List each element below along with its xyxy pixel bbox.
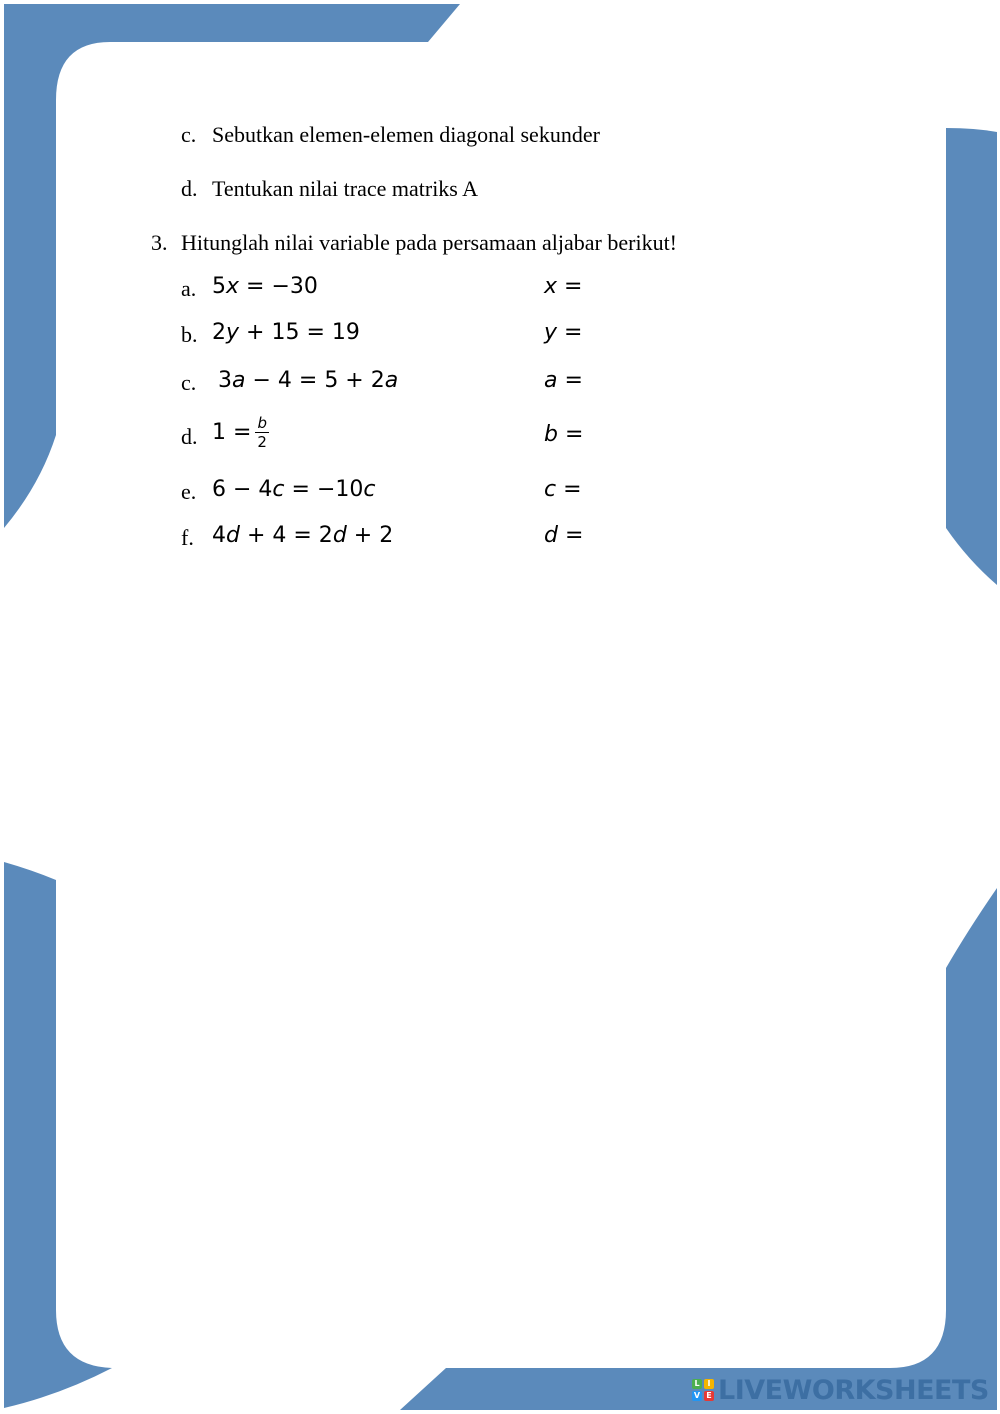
equation-left: 1 = (212, 420, 252, 445)
liveworksheets-brand (692, 1374, 989, 1406)
item-label: e. (181, 479, 197, 504)
fraction-denominator: 2 (257, 433, 267, 451)
answer-blank[interactable]: a = (544, 368, 583, 393)
answer-blank[interactable]: d = (544, 523, 584, 548)
equation: 2y + 15 = 19 (212, 320, 360, 345)
liveworksheets-logo-icon (692, 1379, 714, 1401)
equation: 4d + 4 = 2d + 2 (212, 523, 394, 548)
equation: 6 − 4c = −10c (212, 477, 376, 502)
logo-letter: L (692, 1379, 702, 1389)
item-label: c. (181, 122, 197, 147)
answer-blank[interactable]: c = (544, 477, 582, 502)
item-text: Tentukan nilai trace matriks A (212, 176, 479, 201)
item-label: b. (181, 322, 198, 347)
q2-item-d (181, 175, 478, 203)
question-text: Hitunglah nilai variable pada persamaan aljabar berikut! (181, 230, 678, 255)
fraction-numerator: b (257, 414, 267, 432)
item-label: a. (181, 276, 197, 301)
frame-right-upper (946, 128, 997, 585)
logo-letter: I (704, 1379, 714, 1389)
question-number: 3. (151, 230, 168, 255)
answer-blank[interactable]: y = (544, 320, 583, 345)
answer-blank[interactable]: b = (544, 422, 584, 447)
answer-blank[interactable]: x = (544, 274, 583, 299)
item-label: c. (181, 370, 197, 395)
equation: 5x = −30 (212, 274, 318, 299)
q3-heading (151, 229, 677, 257)
item-label: d. (181, 176, 198, 201)
equation (212, 414, 269, 451)
equation: 3a − 4 = 5 + 2a (218, 368, 399, 393)
item-text: Sebutkan elemen-elemen diagonal sekunder (212, 122, 600, 147)
frame-left-lower (4, 862, 112, 1408)
logo-letter: V (693, 1391, 701, 1400)
q2-item-c (181, 121, 600, 149)
item-label: f. (181, 525, 194, 550)
brand-name: LIVEWORKSHEETS (718, 1374, 989, 1406)
logo-letter: E (704, 1391, 714, 1401)
frame-bottom-right (400, 888, 997, 1410)
item-label: d. (181, 424, 198, 449)
fraction (255, 414, 269, 451)
